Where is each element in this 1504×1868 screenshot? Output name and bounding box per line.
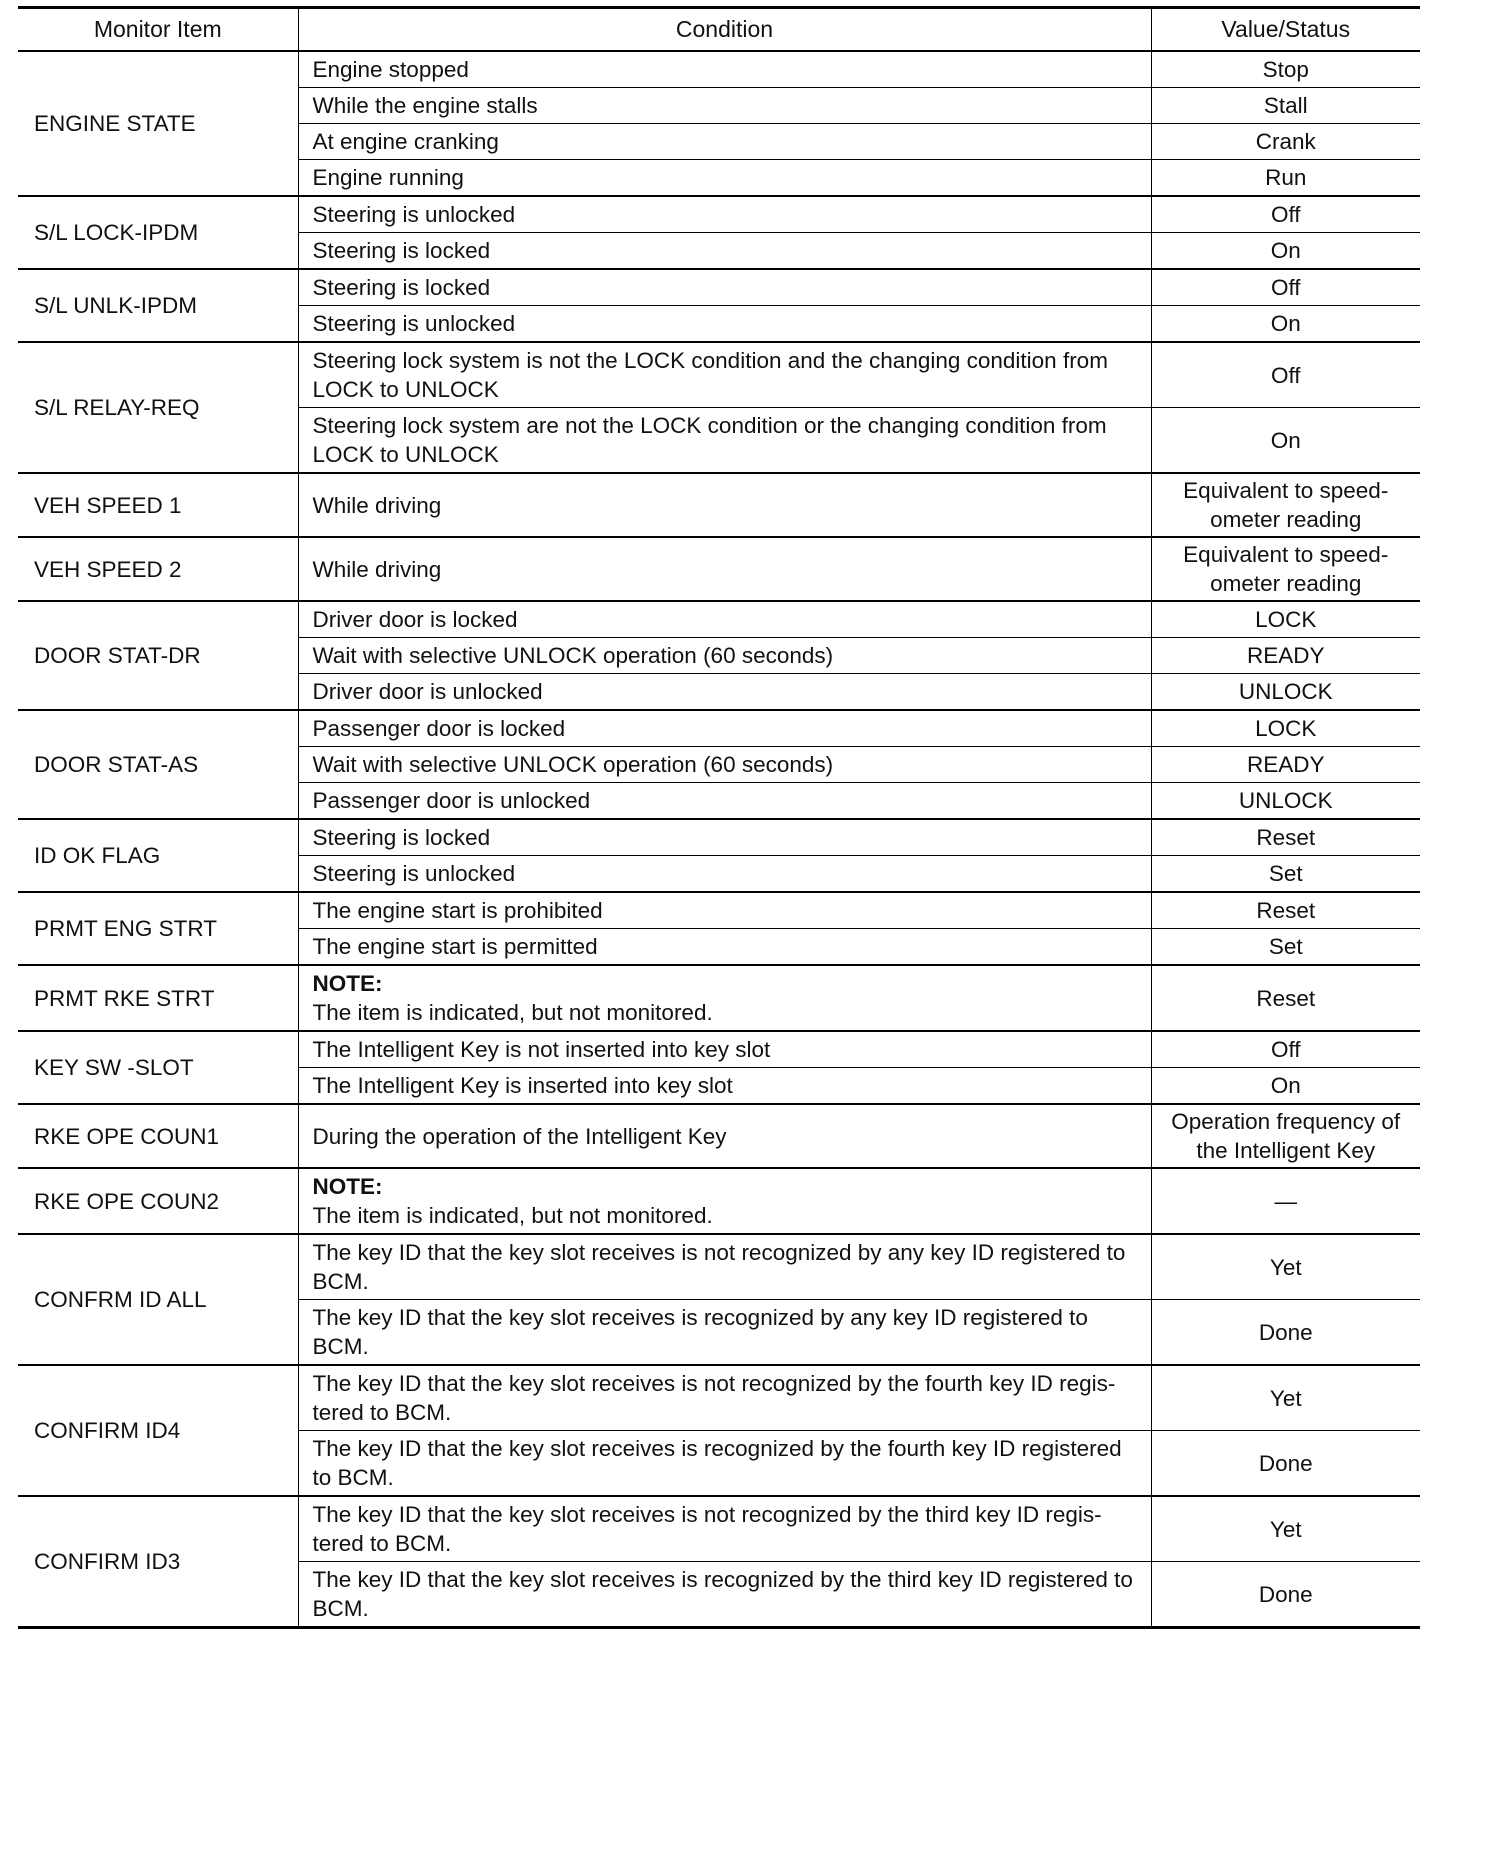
monitor-item-cell: DOOR STAT-AS — [18, 710, 298, 819]
condition-cell: Wait with selective UNLOCK operation (60 seconds) — [298, 638, 1151, 674]
value-status-cell: Run — [1151, 160, 1420, 197]
condition-cell: Engine running — [298, 160, 1151, 197]
monitor-item-cell: S/L UNLK-IPDM — [18, 269, 298, 342]
value-status-cell: Reset — [1151, 819, 1420, 856]
condition-cell: The Intelligent Key is inserted into key slot — [298, 1068, 1151, 1105]
table-header — [18, 8, 1420, 52]
value-status-cell: READY — [1151, 747, 1420, 783]
value-status-cell: Operation frequency of the Intelligent Key — [1151, 1104, 1420, 1168]
value-status-cell: Yet — [1151, 1365, 1420, 1431]
table-row — [18, 1496, 1420, 1562]
monitor-item-cell: S/L RELAY-REQ — [18, 342, 298, 473]
value-status-cell: Reset — [1151, 965, 1420, 1031]
value-status-cell: Equivalent to speed-ometer reading — [1151, 473, 1420, 537]
note-label: NOTE: — [312, 971, 383, 996]
value-status-cell: On — [1151, 306, 1420, 343]
value-status-cell: Yet — [1151, 1234, 1420, 1300]
table-row — [18, 819, 1420, 856]
value-status-cell: UNLOCK — [1151, 674, 1420, 711]
value-status-cell: Done — [1151, 1431, 1420, 1497]
table-row — [18, 51, 1420, 88]
value-status-cell: LOCK — [1151, 601, 1420, 638]
table-row — [18, 601, 1420, 638]
condition-cell: During the operation of the Intelligent Key — [298, 1104, 1151, 1168]
condition-cell: Steering is locked — [298, 819, 1151, 856]
table-row — [18, 537, 1420, 601]
table-row — [18, 965, 1420, 1031]
table-row — [18, 196, 1420, 233]
table-row — [18, 1104, 1420, 1168]
condition-cell: Steering is unlocked — [298, 196, 1151, 233]
monitor-item-cell: ENGINE STATE — [18, 51, 298, 196]
condition-cell: Passenger door is locked — [298, 710, 1151, 747]
header-value-status: Value/Status — [1151, 8, 1420, 52]
monitor-item-cell: S/L LOCK-IPDM — [18, 196, 298, 269]
table-row — [18, 473, 1420, 537]
condition-cell: Steering is unlocked — [298, 856, 1151, 893]
condition-cell: Driver door is locked — [298, 601, 1151, 638]
table-body — [18, 51, 1420, 1628]
monitor-item-table — [18, 6, 1420, 1629]
condition-cell: While the engine stalls — [298, 88, 1151, 124]
value-status-cell: Done — [1151, 1562, 1420, 1628]
value-status-cell: Set — [1151, 929, 1420, 966]
value-status-cell: Stall — [1151, 88, 1420, 124]
note-text: The item is indicated, but not monitored. — [312, 1203, 713, 1228]
value-status-cell: Done — [1151, 1300, 1420, 1366]
monitor-item-cell: PRMT RKE STRT — [18, 965, 298, 1031]
monitor-item-cell: VEH SPEED 1 — [18, 473, 298, 537]
value-status-cell: Equivalent to speed-ometer reading — [1151, 537, 1420, 601]
condition-cell: The key ID that the key slot receives is not recognized by any key ID registered to BCM. — [298, 1234, 1151, 1300]
value-status-cell: UNLOCK — [1151, 783, 1420, 820]
condition-cell: Passenger door is unlocked — [298, 783, 1151, 820]
value-status-cell: Set — [1151, 856, 1420, 893]
table-row — [18, 710, 1420, 747]
value-status-cell: Reset — [1151, 892, 1420, 929]
table-row — [18, 1168, 1420, 1234]
condition-cell — [298, 1168, 1151, 1234]
condition-cell: The key ID that the key slot receives is not recognized by the fourth key ID regis-tered to BCM. — [298, 1365, 1151, 1431]
condition-cell: Engine stopped — [298, 51, 1151, 88]
value-status-cell: On — [1151, 408, 1420, 474]
table-row — [18, 892, 1420, 929]
condition-cell: Wait with selective UNLOCK operation (60 seconds) — [298, 747, 1151, 783]
monitor-item-cell: DOOR STAT-DR — [18, 601, 298, 710]
value-status-cell: Crank — [1151, 124, 1420, 160]
monitor-item-cell: CONFRM ID ALL — [18, 1234, 298, 1365]
monitor-item-cell: CONFIRM ID4 — [18, 1365, 298, 1496]
condition-cell: Driver door is unlocked — [298, 674, 1151, 711]
value-status-cell: On — [1151, 1068, 1420, 1105]
monitor-item-cell: PRMT ENG STRT — [18, 892, 298, 965]
condition-cell: At engine cranking — [298, 124, 1151, 160]
table-row — [18, 1031, 1420, 1068]
value-status-cell: — — [1151, 1168, 1420, 1234]
monitor-item-cell: VEH SPEED 2 — [18, 537, 298, 601]
monitor-item-cell: ID OK FLAG — [18, 819, 298, 892]
condition-cell: While driving — [298, 537, 1151, 601]
condition-cell: Steering lock system are not the LOCK condition or the changing condition from LOCK to UNLOCK — [298, 408, 1151, 474]
condition-cell: The engine start is permitted — [298, 929, 1151, 966]
condition-cell: The key ID that the key slot receives is not recognized by the third key ID regis-tered to BCM. — [298, 1496, 1151, 1562]
condition-cell: While driving — [298, 473, 1151, 537]
note-label: NOTE: — [312, 1174, 383, 1199]
table-row — [18, 342, 1420, 408]
value-status-cell: On — [1151, 233, 1420, 270]
value-status-cell: LOCK — [1151, 710, 1420, 747]
condition-cell: Steering is locked — [298, 269, 1151, 306]
table-row — [18, 1365, 1420, 1431]
note-text: The item is indicated, but not monitored. — [312, 1000, 713, 1025]
header-row — [18, 8, 1420, 52]
table-row — [18, 269, 1420, 306]
header-condition: Condition — [298, 8, 1151, 52]
condition-cell: Steering is unlocked — [298, 306, 1151, 343]
condition-cell: The key ID that the key slot receives is recognized by any key ID registered to BCM. — [298, 1300, 1151, 1366]
monitor-item-cell: RKE OPE COUN1 — [18, 1104, 298, 1168]
monitor-item-cell: CONFIRM ID3 — [18, 1496, 298, 1628]
header-monitor-item: Monitor Item — [18, 8, 298, 52]
value-status-cell: Off — [1151, 269, 1420, 306]
value-status-cell: READY — [1151, 638, 1420, 674]
condition-cell: Steering is locked — [298, 233, 1151, 270]
condition-cell: The key ID that the key slot receives is recognized by the fourth key ID registered to BCM. — [298, 1431, 1151, 1497]
value-status-cell: Stop — [1151, 51, 1420, 88]
condition-cell: The Intelligent Key is not inserted into key slot — [298, 1031, 1151, 1068]
value-status-cell: Off — [1151, 1031, 1420, 1068]
value-status-cell: Yet — [1151, 1496, 1420, 1562]
condition-cell: The engine start is prohibited — [298, 892, 1151, 929]
condition-cell: The key ID that the key slot receives is recognized by the third key ID registered to BCM. — [298, 1562, 1151, 1628]
value-status-cell: Off — [1151, 342, 1420, 408]
condition-cell: Steering lock system is not the LOCK condition and the changing condition from LOCK to UNLOCK — [298, 342, 1151, 408]
condition-cell — [298, 965, 1151, 1031]
value-status-cell: Off — [1151, 196, 1420, 233]
monitor-item-cell: KEY SW -SLOT — [18, 1031, 298, 1104]
monitor-item-cell: RKE OPE COUN2 — [18, 1168, 298, 1234]
table-row — [18, 1234, 1420, 1300]
